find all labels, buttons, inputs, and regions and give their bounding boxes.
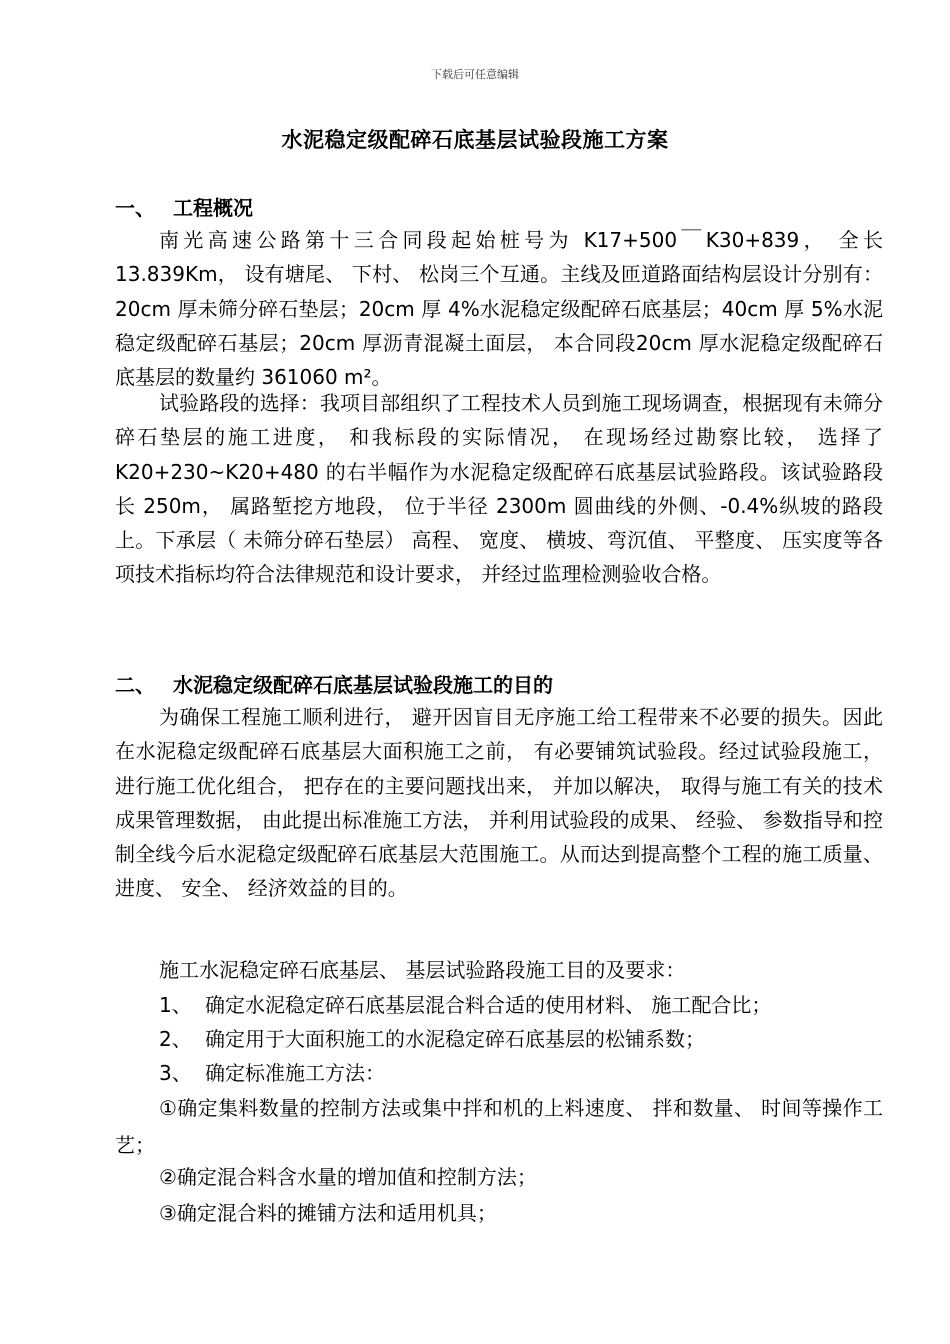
list-item-text: 确定水泥稳定碎石底基层混合料合适的使用材料、 施工配合比； bbox=[205, 993, 772, 1017]
section-1-heading bbox=[115, 192, 253, 221]
sub-item: ①确定集料数量的控制方法或集中拌和机的上料速度、 拌和数量、 时间等操作工艺； bbox=[115, 1096, 883, 1157]
list-item bbox=[159, 988, 883, 1022]
list-item-text: 确定用于大面积施工的水泥稳定碎石底基层的松铺系数； bbox=[205, 1027, 705, 1051]
section-1-paragraph-2: 试验路段的选择：我项目部组织了工程技术人员到施工现场调查，根据现有未筛分碎石垫层的施工进度， 和我标段的实际情况， 在现场经过勘察比较， 选择了 K20+230~K20+480 的右半幅作为水泥稳定级配碎石底基层试验路段。该试验路段长 250m， 属路堑挖方地段， 位于半径 2300m 圆曲线的外侧、-0.4%纵坡的路段上。下承层（ 未筛分碎石垫层） 高程、 宽度、 横坡、弯沉值、 平整度、 压实度等各项技术指标均符合法律规范和设计要求， 并经过监理检测验收合格。 bbox=[115, 391, 883, 587]
section-1-title: 工程概况 bbox=[173, 196, 253, 220]
list-item-index: 2、 bbox=[159, 1027, 192, 1051]
list-item-index: 1、 bbox=[159, 993, 192, 1017]
list-item-text: 确定标准施工方法： bbox=[205, 1061, 385, 1085]
section-2-number: 二、 bbox=[115, 673, 155, 697]
section-1-paragraph-1: 南光高速公路第十三合同段起始桩号为 K17+500￣K30+839， 全长13.839Km， 设有塘尾、 下村、 松岗三个互通。主线及匝道路面结构层设计分别有：20cm 厚未筛分碎石垫层；20cm 厚 4%水泥稳定级配碎石底基层；40cm 厚 5%水泥稳定级配碎石基层；20cm 厚沥青混凝土面层， 本合同段20cm 厚水泥稳定级配碎石底基层的数量约 361060 m²。 bbox=[115, 228, 883, 390]
list-item bbox=[159, 1022, 883, 1056]
section-2-intro: 施工水泥稳定碎石底基层、 基层试验路段施工目的及要求： bbox=[159, 958, 686, 982]
list-item-index: 3、 bbox=[159, 1061, 192, 1085]
section-2-heading bbox=[115, 669, 553, 698]
section-1-number: 一、 bbox=[115, 196, 155, 220]
document-title: 水泥稳定级配碎石底基层试验段施工方案 bbox=[281, 128, 669, 152]
section-2-title: 水泥稳定级配碎石底基层试验段施工的目的 bbox=[173, 673, 553, 697]
sub-item: ②确定混合料含水量的增加值和控制方法； bbox=[159, 1165, 537, 1189]
header-note: 下载后可任意编辑 bbox=[431, 68, 519, 81]
section-2-paragraph-1: 为确保工程施工顺利进行， 避开因盲目无序施工给工程带来不必要的损失。因此在水泥稳定级配碎石底基层大面积施工之前， 有必要铺筑试验段。经过试验段施工， 进行施工优化组合， 把存在的主要问题找出来， 并加以解决， 取得与施工有关的技术成果管理数据， 由此提出标准施工方法， 并利用试验段的成果、 经验、 参数指导和控制全线今后水泥稳定级配碎石底基层大范围施工。从而达到提高整个工程的施工质量、 进度、 安全、 经济效益的目的。 bbox=[115, 705, 883, 901]
list-item bbox=[159, 1056, 883, 1090]
sub-item: ③确定混合料的摊铺方法和适用机具； bbox=[159, 1201, 497, 1225]
